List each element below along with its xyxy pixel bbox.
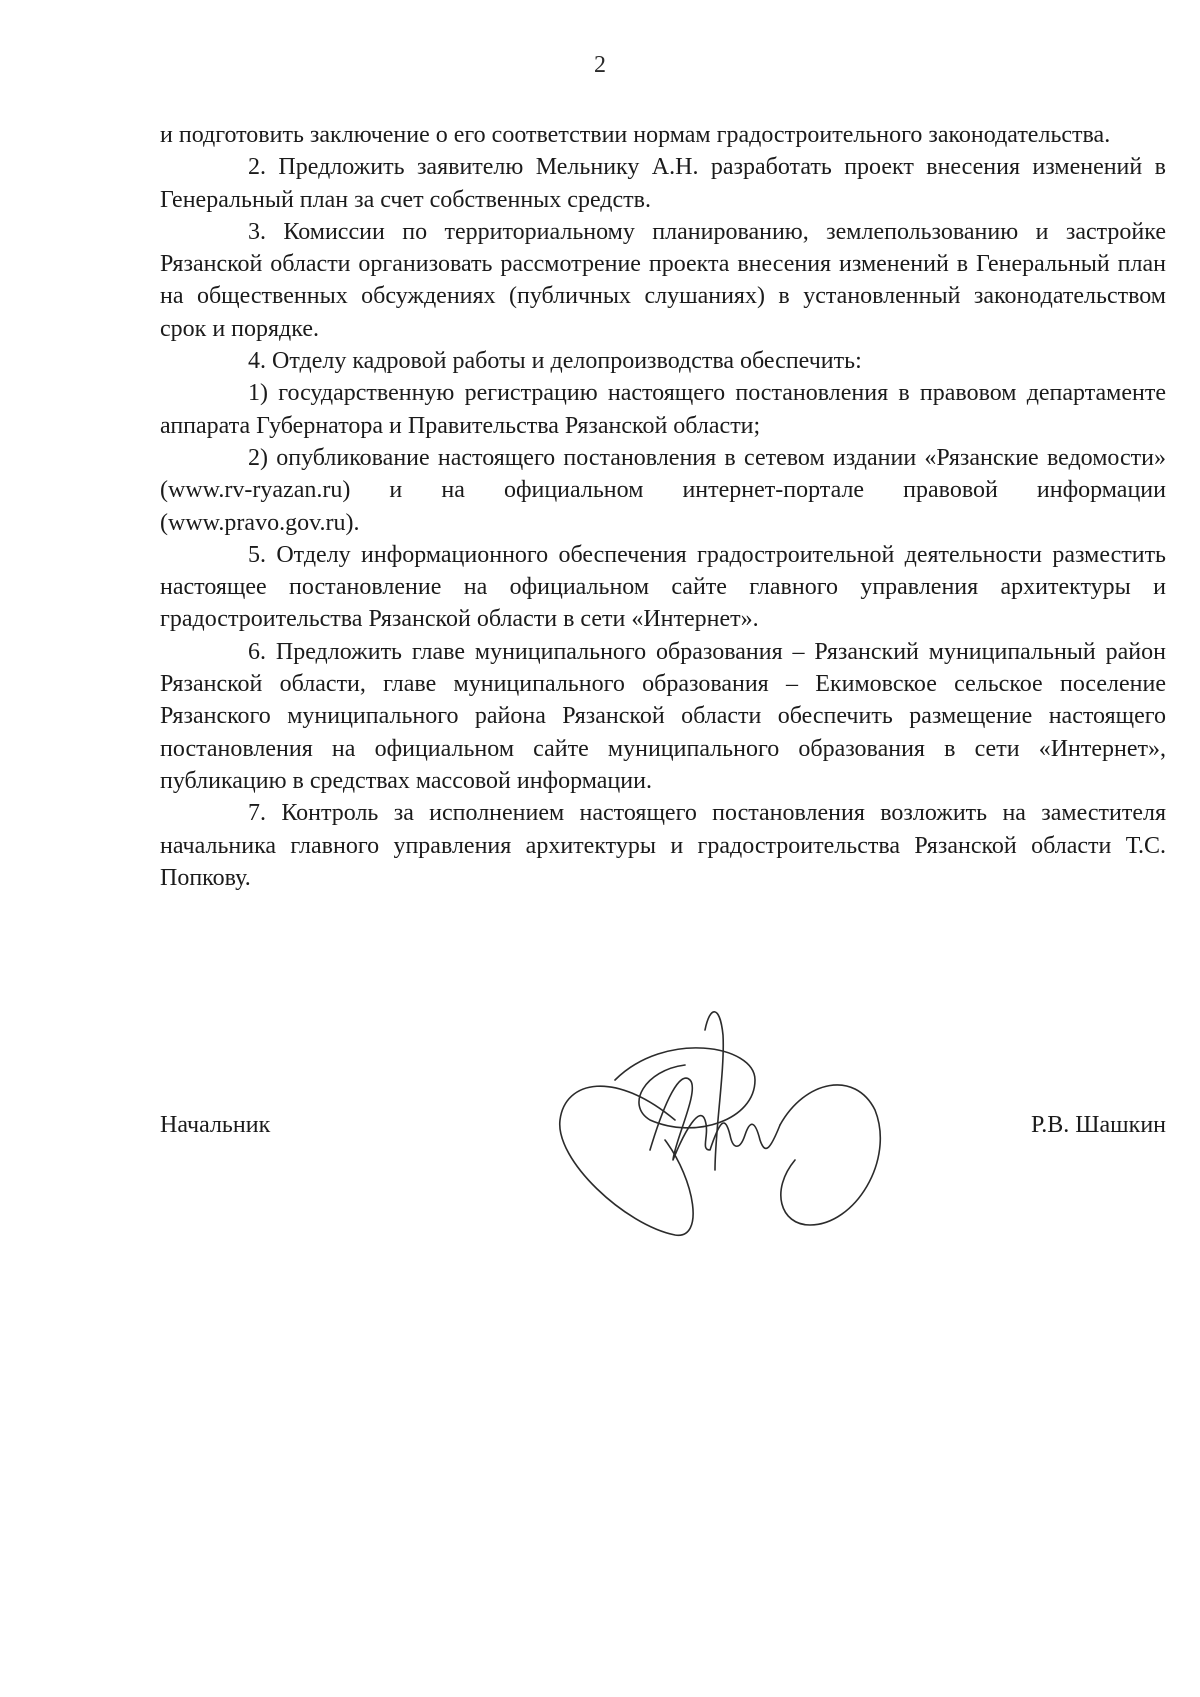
signer-name: Р.В. Шашкин bbox=[1030, 1112, 1166, 1138]
paragraph: 3. Комиссии по территориальному планированию, землепользованию и застройке Рязанской области организовать рассмотрение проекта внесения изменений в Генеральный план на общественных обсуждениях (публичных слушаниях) в установленный законодательством срок и порядке. bbox=[160, 218, 1166, 342]
document-body bbox=[160, 119, 1166, 894]
page-number: 2 bbox=[594, 52, 606, 78]
paragraph: 7. Контроль за исполнением настоящего постановления возложить на заместителя начальника главного управления архитектуры и градостроительства Рязанской области Т.С. Попкову. bbox=[160, 800, 1166, 891]
paragraph: 2) опубликование настоящего постановления в сетевом издании «Рязанские ведомости» (www.rv-ryazan.ru) и на официальном интернет-портале правовой информации (www.pravo.gov.ru). bbox=[160, 444, 1166, 536]
paragraph: 2. Предложить заявителю Мельнику А.Н. разработать проект внесения изменений в Генеральный план за счет собственных средств. bbox=[160, 154, 1166, 213]
paragraph: 6. Предложить главе муниципального образования – Рязанский муниципальный район Рязанской области, главе муниципального образования – Екимовское сельское поселение Рязанского муниципального района Рязанской области обеспечить размещение настоящего постановления на официальном сайте муниципального образования в сети «Интернет», публикацию в средствах массовой информации. bbox=[160, 638, 1166, 794]
signature-row bbox=[160, 1112, 1166, 1152]
paragraph: 5. Отделу информационного обеспечения градостроительной деятельности разместить настоящее постановление на официальном сайте главного управления архитектуры и градостроительства Рязанской области в сети «Интернет». bbox=[160, 541, 1166, 633]
signer-position: Начальник bbox=[160, 1112, 271, 1138]
paragraph: 1) государственную регистрацию настоящего постановления в правовом департаменте аппарата Губернатора и Правительства Рязанской области; bbox=[160, 380, 1166, 439]
paragraph: и подготовить заключение о его соответствии нормам градостроительного законодательства. bbox=[160, 122, 1111, 148]
paragraph: 4. Отделу кадровой работы и делопроизводства обеспечить: bbox=[248, 348, 862, 375]
